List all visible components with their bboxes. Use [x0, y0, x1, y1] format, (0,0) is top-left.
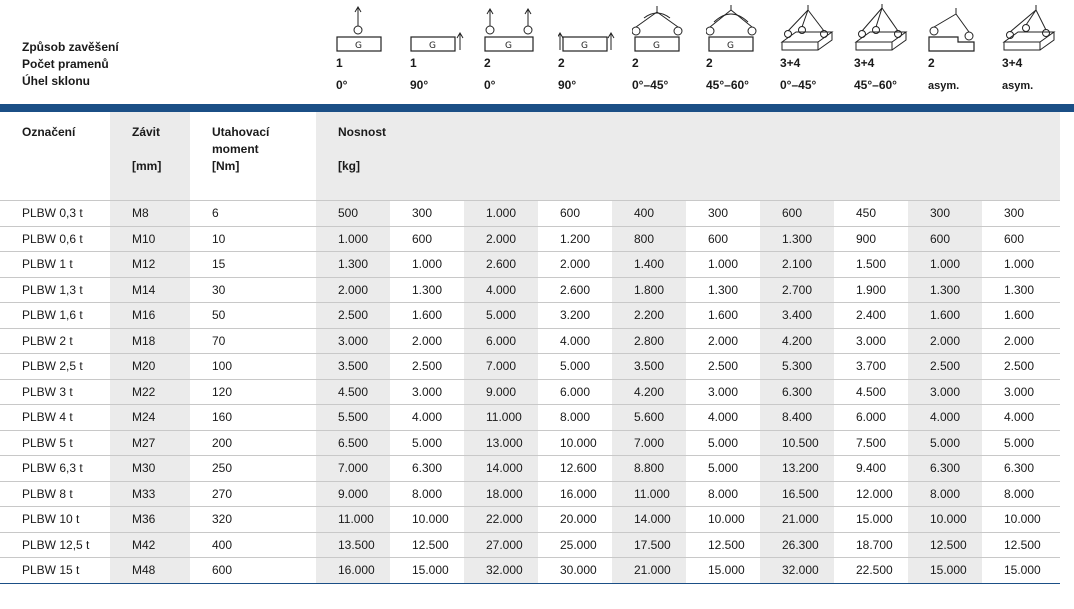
cell-torque: 250: [190, 456, 316, 482]
cell-load: 1.500: [834, 252, 908, 278]
cell-load: 300: [686, 201, 760, 227]
cell-load: 12.500: [982, 532, 1060, 558]
cell-load: 4.500: [316, 379, 390, 405]
cell-load: 2.400: [834, 303, 908, 329]
cell-load: 2.500: [686, 354, 760, 380]
cell-load: 15.000: [390, 558, 464, 584]
table-row: [0, 507, 1060, 533]
cell-load: 15.000: [686, 558, 760, 584]
table-row: [0, 252, 1060, 278]
cell-load: 1.400: [612, 252, 686, 278]
cell-load: 12.000: [834, 481, 908, 507]
cell-load: 1.300: [982, 277, 1060, 303]
cell-designation: PLBW 12,5 t: [0, 532, 110, 558]
cell-load: 6.300: [760, 379, 834, 405]
cell-load: 6.300: [982, 456, 1060, 482]
cell-thread: M42: [110, 532, 190, 558]
svg-text:G: G: [653, 41, 660, 51]
cell-load: 21.000: [612, 558, 686, 584]
cell-load: 5.500: [316, 405, 390, 431]
cell-thread: M27: [110, 430, 190, 456]
table-row: [0, 456, 1060, 482]
cell-load: 600: [760, 201, 834, 227]
cell-load: 21.000: [760, 507, 834, 533]
table-row: [0, 430, 1060, 456]
cell-load: 30.000: [538, 558, 612, 584]
cell-load: 3.000: [982, 379, 1060, 405]
table-row: [0, 558, 1060, 584]
multi-leg-angle-icon: [780, 4, 840, 54]
cell-torque: 600: [190, 558, 316, 584]
single-vertical-icon: [336, 4, 396, 54]
cell-designation: PLBW 8 t: [0, 481, 110, 507]
cell-load: 600: [686, 226, 760, 252]
cell-load: 13.000: [464, 430, 538, 456]
cell-load: 3.000: [316, 328, 390, 354]
cell-load: 13.200: [760, 456, 834, 482]
cell-load: 1.000: [390, 252, 464, 278]
cell-load: 4.000: [982, 405, 1060, 431]
cell-load: 4.000: [464, 277, 538, 303]
cell-load: 2.600: [464, 252, 538, 278]
cell-load: 2.000: [538, 252, 612, 278]
cell-load: 3.400: [760, 303, 834, 329]
cell-load: 2.700: [760, 277, 834, 303]
table-row: [0, 201, 1060, 227]
cell-thread: M16: [110, 303, 190, 329]
multi-leg-steep-icon: [854, 4, 914, 54]
cell-load: 10.000: [538, 430, 612, 456]
cell-load: 22.500: [834, 558, 908, 584]
cell-load: 15.000: [982, 558, 1060, 584]
cell-load: 26.300: [760, 532, 834, 558]
cell-load: 18.000: [464, 481, 538, 507]
cell-load: 7.000: [464, 354, 538, 380]
cell-torque: 200: [190, 430, 316, 456]
cell-load: 900: [834, 226, 908, 252]
cell-load: 600: [908, 226, 982, 252]
cell-thread: M48: [110, 558, 190, 584]
cell-load: 2.000: [316, 277, 390, 303]
cell-torque: 70: [190, 328, 316, 354]
cell-load: 10.000: [390, 507, 464, 533]
asym-multi-leg-icon: [1002, 4, 1062, 54]
cell-load: 1.800: [612, 277, 686, 303]
cell-designation: PLBW 15 t: [0, 558, 110, 584]
double-vertical-icon: [484, 4, 544, 54]
cell-load: 20.000: [538, 507, 612, 533]
svg-text:G: G: [355, 41, 362, 51]
cell-load: 4.000: [908, 405, 982, 431]
cell-load: 2.000: [464, 226, 538, 252]
table-row: [0, 354, 1060, 380]
cell-load: 500: [316, 201, 390, 227]
cell-load: 5.000: [464, 303, 538, 329]
cell-load: 5.000: [686, 430, 760, 456]
cell-load: 2.100: [760, 252, 834, 278]
cell-load: 1.900: [834, 277, 908, 303]
cell-load: 5.300: [760, 354, 834, 380]
cell-thread: M20: [110, 354, 190, 380]
cell-torque: 160: [190, 405, 316, 431]
cell-load: 11.000: [464, 405, 538, 431]
cell-load: 2.000: [982, 328, 1060, 354]
cell-load: 2.800: [612, 328, 686, 354]
row-labels: [22, 39, 119, 90]
cell-designation: PLBW 0,6 t: [0, 226, 110, 252]
cell-designation: PLBW 3 t: [0, 379, 110, 405]
cell-load: 9.400: [834, 456, 908, 482]
header-torque: Utahovací moment [Nm]: [190, 112, 316, 201]
cell-torque: 15: [190, 252, 316, 278]
cell-designation: PLBW 1,6 t: [0, 303, 110, 329]
table-row: [0, 277, 1060, 303]
cell-designation: PLBW 1,3 t: [0, 277, 110, 303]
cell-load: 10.000: [982, 507, 1060, 533]
cell-load: 3.200: [538, 303, 612, 329]
table-row: [0, 328, 1060, 354]
cell-load: 16.000: [538, 481, 612, 507]
cell-load: 1.000: [686, 252, 760, 278]
cell-load: 2.200: [612, 303, 686, 329]
cell-load: 3.000: [908, 379, 982, 405]
cell-load: 6.000: [834, 405, 908, 431]
cell-load: 10.000: [686, 507, 760, 533]
table-row: [0, 303, 1060, 329]
cell-load: 14.000: [612, 507, 686, 533]
cell-thread: M8: [110, 201, 190, 227]
cell-load: 800: [612, 226, 686, 252]
cell-torque: 10: [190, 226, 316, 252]
cell-load: 3.700: [834, 354, 908, 380]
cell-load: 7.000: [316, 456, 390, 482]
svg-text:G: G: [581, 41, 588, 51]
table-row: [0, 532, 1060, 558]
label-angle: Úhel sklonu: [22, 74, 91, 88]
cell-torque: 30: [190, 277, 316, 303]
cell-load: 8.000: [908, 481, 982, 507]
cell-designation: PLBW 6,3 t: [0, 456, 110, 482]
cell-load: 32.000: [760, 558, 834, 584]
cell-load: 8.800: [612, 456, 686, 482]
cell-load: 4.000: [538, 328, 612, 354]
cell-load: 8.000: [390, 481, 464, 507]
cell-designation: PLBW 10 t: [0, 507, 110, 533]
cell-thread: M12: [110, 252, 190, 278]
cell-thread: M24: [110, 405, 190, 431]
cell-load: 1.600: [982, 303, 1060, 329]
cell-designation: PLBW 2 t: [0, 328, 110, 354]
cell-thread: M18: [110, 328, 190, 354]
table-row: [0, 481, 1060, 507]
header-area: Způsob zavěšení Počet pramenů Úhel sklonu G 1 0° G 1 90° G 2 0° G 2 90° G 2 0°–45° G 2 45°–60° 3+4 0°–45° 3+4 45°–60° 2 asym. 3+4 asym.: [0, 0, 1074, 104]
cell-thread: M36: [110, 507, 190, 533]
cell-load: 1.300: [760, 226, 834, 252]
cell-load: 600: [538, 201, 612, 227]
cell-load: 5.000: [686, 456, 760, 482]
cell-designation: PLBW 5 t: [0, 430, 110, 456]
single-side-icon: [410, 4, 470, 54]
cell-designation: PLBW 0,3 t: [0, 201, 110, 227]
cell-load: 18.700: [834, 532, 908, 558]
cell-load: 6.300: [390, 456, 464, 482]
cell-torque: 50: [190, 303, 316, 329]
cell-load: 6.300: [908, 456, 982, 482]
double-steep-angle-icon: [706, 4, 766, 54]
cell-load: 9.000: [316, 481, 390, 507]
cell-load: 3.500: [612, 354, 686, 380]
cell-load: 8.000: [982, 481, 1060, 507]
cell-load: 5.000: [982, 430, 1060, 456]
cell-load: 12.500: [908, 532, 982, 558]
cell-load: 2.500: [316, 303, 390, 329]
label-mode: Způsob zavěšení: [22, 40, 119, 54]
cell-load: 600: [982, 226, 1060, 252]
cell-load: 12.500: [390, 532, 464, 558]
table-row: [0, 379, 1060, 405]
cell-torque: 120: [190, 379, 316, 405]
cell-load: 9.000: [464, 379, 538, 405]
cell-load: 5.000: [538, 354, 612, 380]
cell-load: 3.000: [834, 328, 908, 354]
cell-load: 1.000: [316, 226, 390, 252]
svg-text:G: G: [505, 41, 512, 51]
cell-load: 17.500: [612, 532, 686, 558]
cell-load: 16.000: [316, 558, 390, 584]
cell-load: 1.200: [538, 226, 612, 252]
cell-load: 300: [390, 201, 464, 227]
cell-load: 11.000: [316, 507, 390, 533]
cell-load: 15.000: [834, 507, 908, 533]
cell-load: 11.000: [612, 481, 686, 507]
cell-load: 1.600: [686, 303, 760, 329]
cell-load: 12.500: [686, 532, 760, 558]
cell-torque: 320: [190, 507, 316, 533]
cell-load: 3.000: [390, 379, 464, 405]
cell-load: 4.500: [834, 379, 908, 405]
header-capacity: Nosnost [kg]: [316, 112, 1060, 201]
label-strands: Počet pramenů: [22, 57, 109, 71]
cell-load: 1.000: [908, 252, 982, 278]
cell-load: 5.000: [390, 430, 464, 456]
cell-load: 10.500: [760, 430, 834, 456]
accent-bar: [0, 104, 1074, 112]
cell-load: 4.200: [760, 328, 834, 354]
cell-load: 4.000: [390, 405, 464, 431]
svg-text:G: G: [429, 41, 436, 51]
cell-load: 2.600: [538, 277, 612, 303]
header-thread: Závit [mm]: [110, 112, 190, 201]
cell-load: 3.500: [316, 354, 390, 380]
cell-load: 300: [908, 201, 982, 227]
cell-load: 15.000: [908, 558, 982, 584]
table-body: [0, 201, 1060, 584]
cell-load: 450: [834, 201, 908, 227]
cell-torque: 6: [190, 201, 316, 227]
cell-designation: PLBW 1 t: [0, 252, 110, 278]
cell-load: 13.500: [316, 532, 390, 558]
cell-load: 14.000: [464, 456, 538, 482]
cell-thread: M22: [110, 379, 190, 405]
cell-load: 6.000: [464, 328, 538, 354]
cell-designation: PLBW 4 t: [0, 405, 110, 431]
header-designation: Označení: [0, 112, 110, 201]
table-row: [0, 226, 1060, 252]
cell-load: 1.000: [982, 252, 1060, 278]
cell-torque: 400: [190, 532, 316, 558]
cell-load: 7.000: [612, 430, 686, 456]
cell-torque: 100: [190, 354, 316, 380]
double-side-icon: [558, 4, 618, 54]
cell-load: 1.600: [908, 303, 982, 329]
cell-thread: M30: [110, 456, 190, 482]
cell-load: 300: [982, 201, 1060, 227]
cell-load: 2.000: [908, 328, 982, 354]
cell-load: 3.000: [686, 379, 760, 405]
table-row: [0, 405, 1060, 431]
cell-load: 2.500: [390, 354, 464, 380]
cell-load: 1.300: [686, 277, 760, 303]
cell-load: 5.600: [612, 405, 686, 431]
cell-load: 2.500: [908, 354, 982, 380]
cell-load: 8.000: [686, 481, 760, 507]
cell-load: 7.500: [834, 430, 908, 456]
asym-double-icon: [928, 4, 988, 54]
cell-designation: PLBW 2,5 t: [0, 354, 110, 380]
cell-load: 1.000: [464, 201, 538, 227]
svg-text:G: G: [727, 41, 734, 51]
cell-load: 1.300: [316, 252, 390, 278]
cell-load: 25.000: [538, 532, 612, 558]
cell-load: 4.200: [612, 379, 686, 405]
load-capacity-table: [0, 112, 1060, 584]
cell-thread: M10: [110, 226, 190, 252]
cell-load: 2.000: [390, 328, 464, 354]
cell-thread: M14: [110, 277, 190, 303]
cell-load: 32.000: [464, 558, 538, 584]
cell-load: 12.600: [538, 456, 612, 482]
cell-load: 600: [390, 226, 464, 252]
cell-load: 1.600: [390, 303, 464, 329]
cell-load: 16.500: [760, 481, 834, 507]
cell-load: 2.500: [982, 354, 1060, 380]
cell-load: 8.400: [760, 405, 834, 431]
cell-load: 8.000: [538, 405, 612, 431]
cell-load: 5.000: [908, 430, 982, 456]
cell-load: 10.000: [908, 507, 982, 533]
cell-load: 1.300: [908, 277, 982, 303]
cell-load: 1.300: [390, 277, 464, 303]
cell-load: 6.500: [316, 430, 390, 456]
cell-load: 4.000: [686, 405, 760, 431]
cell-torque: 270: [190, 481, 316, 507]
cell-load: 400: [612, 201, 686, 227]
table-header-row: [0, 112, 1060, 201]
cell-load: 2.000: [686, 328, 760, 354]
cell-thread: M33: [110, 481, 190, 507]
double-angle-icon: [632, 4, 692, 54]
cell-load: 6.000: [538, 379, 612, 405]
cell-load: 22.000: [464, 507, 538, 533]
cell-load: 27.000: [464, 532, 538, 558]
